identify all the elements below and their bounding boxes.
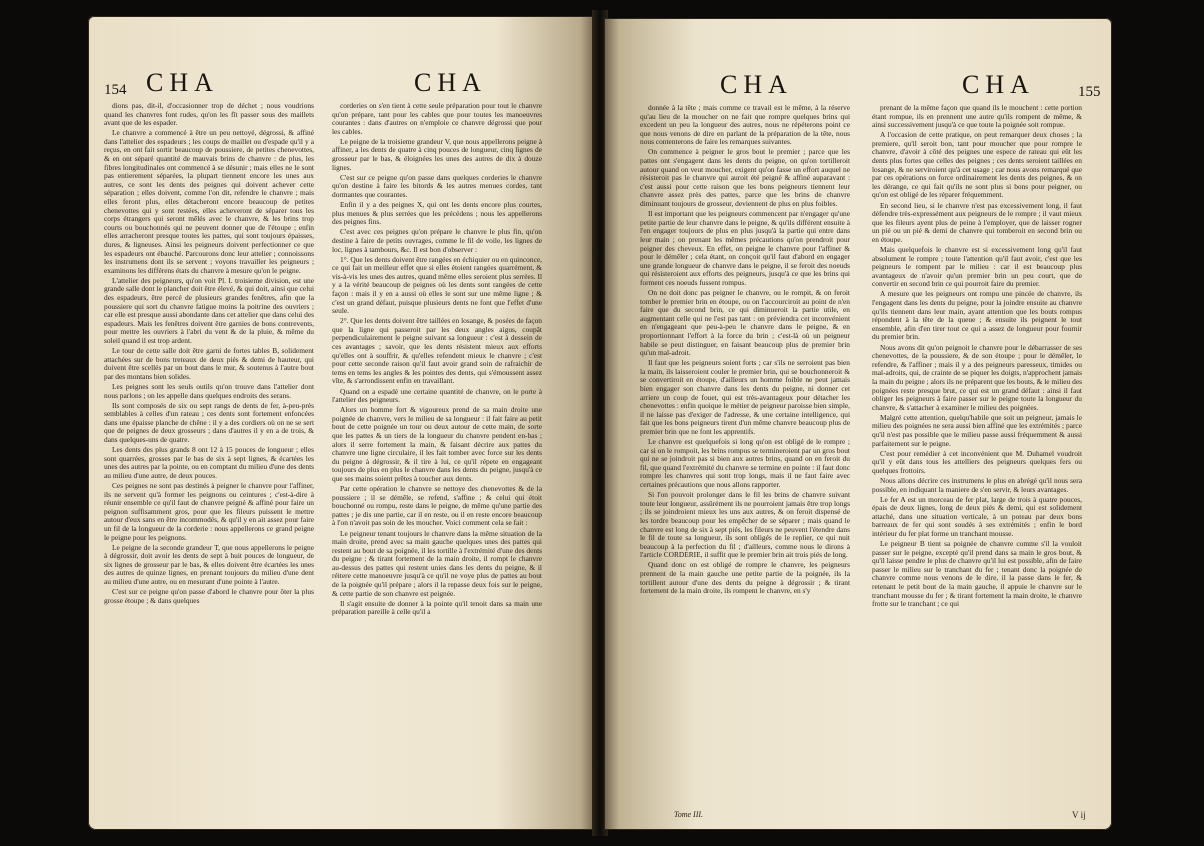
paragraph: L'attelier des peigneurs, qu'on voit Pl. I. troisieme division, est une grande salle dont le plancher doit être élevé, & qui doit, ainsi que celui des espadeurs, être percé de plusieurs grandes fenêtres, afin que la poussiere qui sort du chanvre fatigue moins la poitrine des ouvriers ; car elle est presque aussi abondante dans cet attelier que dans celui des espadeurs. Mais les fenêtres doivent être garnies de bons contrevents, pour mettre les ouvriers à l'abri du vent & de la pluie, & même du soleil quand il est trop ardent. xyxy=(104,275,314,346)
paragraph: Les peignes sont les seuls outils qu'on trouve dans l'attelier dont nous parlons ; on les appelle dans quelques endroits des serans. xyxy=(104,382,314,400)
paragraph: On ne doit donc pas peigner le chanvre, ou le rompit, & on feroit tomber le premier brin en étoupe, ou on l'accourciroit au point de n'en faire que du second brin, ce qui diminueroit la partie utile, en augmentant celle qui ne l'est pas tant : on préviendra cet inconvénient en n'engageant que peu-à-peu le chanvre dans le peigne, & en proportionnant l'effort à la force du brin ; c'est-là où un peigneur habile se peut distinguer, en faisant beaucoup plus de premier brin qu'un mal-adroit. xyxy=(640,287,850,358)
paragraph: Le peigneur tenant toujours le chanvre dans la même situation de la main droite, prend avec sa main gauche quelques unes des pattes qui restent au bout de sa poignée, il les tortille à l'extrémité d'une des dents du peigne ; & tirant fortement de la main droite, il rompt le chanvre au-dessus des pattes qui restent unies dans les dents du peigne, & il réitere cette manoeuvre jusqu'à ce qu'il ne voye plus de pattes au bout de la poignée qu'il prépare ; alors il la repasse deux fois sur le peigne, & cette partie de son chanvre est peignée. xyxy=(332,528,542,598)
volume-footer: Tome III. xyxy=(674,810,704,819)
paragraph: C'est avec ces peignes qu'on prépare le chanvre le plus fin, qu'on destine à faire de petits ouvrages, comme le fil de voile, les lignes de loc, lignes à tambours, &c. Il est bon d'observer : xyxy=(332,227,542,254)
paragraph: Par cette opération le chanvre se nettoye des chenevottes & de la poussiere ; il se démêle, se refend, s'affine ; & celui qui étoit bouchonné ou rompu, reste dans le peigne, de même qu'une partie des pattes ; je dis une partie, car il en reste, ou il en reste encore beaucoup à l'on n'avoit pas soin de les moucher. Voici comment cela se fait : xyxy=(332,484,542,528)
paragraph: Nous allons décrire ces instrumens le plus en abrégé qu'il nous sera possible, en indiquant la maniere de s'en servir, & leurs avantages. xyxy=(872,475,1082,494)
paragraph: Le peigne de la seconde grandeur T, que nous appellerons le peigne à dégrossir, doit avoir les dents de sept à huit pouces de longueur, de six lignes de grosseur par le bas, & elles doivent être écartées les unes des autres de quinze lignes, en prenant toujours du milieu d'une dent au milieu d'une autre, ou en mesurant d'une pointe à l'autre. xyxy=(104,542,314,587)
paragraph: Ces peignes ne sont pas destinés à peigner le chanvre pour l'affiner, ils ne servent qu'à former les peignons ou ceintures ; c'est-à-dire à réunir ensemble ce qu'il faut de chanvre peigné & affiné pour faire un peignon suffisamment gros, pour que les fileurs puissent le mettre autour d'eux sans en être incommodés, & qu'il y en ait assez pour faire un fil de la longueur de la corderie : nous appellerons ce grand peigne le peigne pour les peignons. xyxy=(104,481,314,542)
paragraph: prenant de la même façon que quand ils le mouchent : cette portion étant rompue, ils en prennent une autre qu'ils rompent de même, & ainsi successivement jusqu'à ce que toute la poignée soit rompue. xyxy=(872,103,1082,130)
paragraph: A mesure que les peigneurs ont rompu une pincée de chanvre, ils l'engagent dans les dents du peigne, pour la joindre ensuite au chanvre qu'ils tiennent dans leur main, ayant attention que les bouts rompus répondent à la tête de la queue ; & ensuite ils peignent le tout ensemble, afin d'en tirer tout ce qui a assez de longueur pour fournir du premier brin. xyxy=(872,289,1082,342)
right-page xyxy=(604,18,1112,830)
running-head-left: CHA xyxy=(146,68,219,97)
right-column-2 xyxy=(872,104,1082,610)
paragraph: Le peigne de la troisieme grandeur V, que nous appellerons peigne à affiner, a les dents de quatre à cinq pouces de longueur, cinq lignes de grosseur par le bas, & éloignées les unes des autres de dix à douze lignes. xyxy=(332,136,542,172)
paragraph: Nous avons dit qu'on peignoit le chanvre pour le débarrasser de ses chenevottes, de la poussiere, & de son étoupe ; pour le démêler, le refendre, & l'affiner ; mais il y a des peigneurs paresseux, timides ou mal-adroits, qui, de crainte de se piquer les doigts, n'approchent jamais la main du peigne ; alors ils ne préparent que les bouts, & le milieu des poignées reste presque brut, ce qui est un grand défaut : ainsi il faut obliger les peigneurs à faire passer sur le peigne toute la longueur du chanvre, & s'attacher à examiner le milieu des poignées. xyxy=(872,342,1082,412)
paragraph: Le chanvre est quelquefois si long qu'on est obligé de le rompre ; car si on le rompoit, les brins rompus se termineroient par un gros bout qui ne se joindroit pas si bien aux autres brins, quand on en feroit du fil, que quand l'extrémité du chanvre se termine en pointe : il faut donc rompre les chanvres qui sont trop longs, mais il ne faut faire avec certaines précautions que nous allons rapporter. xyxy=(640,437,850,490)
paragraph: Alors un homme fort & vigoureux prend de sa main droite une poignée de chanvre, vers le milieu de sa longueur : il fait faire au petit bout de cette poignée un tour ou deux autour de cette main, de sorte que les pattes & un tiers de la longueur du chanvre pendent en-bas ; alors il serre fortement la main, & faisant décrire aux pattes du chanvre une ligne circulaire, il les fait tomber avec force sur les dents du peigne à dégrossir, & il tire à lui, ce qu'il répete en engageant toujours de plus en plus le chanvre dans les dents du peigne, jusqu'à ce que ses mains soient prêtes à toucher aux dents. xyxy=(332,405,542,483)
paragraph: A l'occasion de cette pratique, on peut remarquer deux choses ; la premiere, qu'il seroit bon, tant pour moucher que pour rompre le chanvre, d'avoir à côté des peignes une espece de rateau qui eût les dents plus fortes que celles des peignes ; ces dents seroient taillées en losange, & ne serviroient qu'à cet usage ; car nous avons remarqué que par ces opérations on force ordinairement les dents des peignes, & on les dérange, ce qui fait qu'ils ne sont plus si bons pour peigner, ou qu'on est obligé de les réparer fréquemment. xyxy=(872,130,1082,200)
paragraph: En second lieu, si le chanvre n'est pas excessivement long, il faut défendre très-expressément aux peigneurs de le rompre ; il vaut mieux que les fileurs ayent plus de peine à l'employer, que de laisser rogner un pié ou un pié & demi de chanvre qui tomberoit en second brin ou en étoupe. xyxy=(872,200,1082,244)
paragraph: Si l'on pouvoit prolonger dans le fil les brins de chanvre suivant toute leur longueur, assûrément ils ne pourroient jamais être trop longs ; ils se joindroient mieux les uns aux autres, & on feroit dispensé de les tordre beaucoup pour les empêcher de se séparer ; mais quand le chanvre est long de six à sept piés, les fileurs ne peuvent l'étendre dans le fil de toute sa longueur, ils sont obligés de le replier, ce qui nuit beaucoup à la perfection du fil ; d'ailleurs, comme nous le dirons à l'article CORDERIE, il suffit que le premier brin ait trois piés de long. xyxy=(640,490,850,560)
paragraph: dions pas, dit-il, d'occasionner trop de déchet ; nous voudrions quand les chanvres font rudes, qu'on les fît passer sous des maillets avant que de les espader. xyxy=(104,101,314,128)
running-head-left: CHA xyxy=(720,70,793,99)
paragraph: Ils sont composés de six ou sept rangs de dents de fer, à-peu-près semblables à celles d'un rateau ; ces dents sont fortement enfoncées dans une épaisse planche de chêne : il y a des cordiers où on ne se sert que de peignes de deux grosseurs ; dans d'autres il y en a de trois, & dans quelques-uns de quatre. xyxy=(104,400,314,445)
paragraph: Malgré cette attention, quelqu'habile que soit un peigneur, jamais le milieu des poignées ne sera aussi bien affiné que les extrémités ; parce qu'il n'est pas possible que le milieu passe aussi fréquemment & aussi parfaitement sur le peigne. xyxy=(872,412,1082,448)
paragraph: Le fer A est un morceau de fer plat, large de trois à quatre pouces, épais de deux lignes, long de deux piés & demi, qui est solidement attaché, dans une situation verticale, à un poteau par deux bons barreaux de fer qui sont soudés à ses extrémités ; enfin le bord intérieur du fer plat forme un tranchant mousse. xyxy=(872,494,1082,538)
signature-mark: V ij xyxy=(1072,810,1086,820)
paragraph: Enfin il y a des peignes X, qui ont les dents encore plus courtes, plus menues & plus serrées que les précédens ; nous les appellerons des peignes fins. xyxy=(332,200,542,227)
paragraph: Il est important que les peigneurs commencent par n'engager qu'une petite partie de leur chanvre dans le peigne, & qu'ils différent ensuite à l'en engager toujours de plus en plus jusqu'à la partie qui entre dans leur main ; on prenant les mêmes précautions qu'on prendroit pour peigner des cheveux. En effet, on peigne le chanvre pour l'affiner & pour le démêler ; cela étant, on conçoit qu'il faut d'abord en engager une grande longueur de chanvre dans le peigne, il se feroit des noeuds qui résisteroient aux efforts des peigneurs, jusqu'à ce que les brins qui forment ces noeuds fussent rompus. xyxy=(640,209,850,287)
paragraph: C'est sur ce peigne qu'on passe dans quelques corderies le chanvre qu'on destine à faire les bitords & les autres menues cordes, tant dormantes que courantes. xyxy=(332,172,542,199)
paragraph: Le tour de cette salle doit être garni de fortes tables B, solidement attachées sur de bons treteaux de deux piés & demi de hauteur, qui doivent être scellés par un bout dans le mur, & soutenus à l'autre bout par des montans bien solides. xyxy=(104,346,314,381)
page-number-right: 155 xyxy=(1078,84,1101,100)
paragraph: On commence à peigner le gros bout le premier ; parce que les pattes ont s'engagent dans les dents du peigne, on qu'on tortilleroit autour quand on veut moucher, exigent qu'on fasse un effort auquel ne résisteroit pas le chanvre qui auroit été peigné & affiné auparavant : c'est aussi pour cette raison que les bons peigneurs tiennent leur chanvre assez près des pattes, parce que les brins de chanvre diminuant toujours de grosseur, deviennent de plus en plus foibles. xyxy=(640,147,850,209)
paragraph: Le chanvre a commencé à être un peu nettoyé, dégrossi, & affiné dans l'attelier des espadeurs ; les coups de maillet ou d'espade qu'il y a reçus, en ont fait sortir beaucoup de poussiere, de petites chenevottes, & en ont séparé quantité de mauvais brins de chanvre : de plus, les fibres longitudinales ont commencé à se désunir ; mais elles ne le sont pas entierement séparées, la plupart tiennent encore les unes aux autres, ce sont les dents des peignes qui doivent achever cette séparation ; elles doivent, comme l'on dit, refendre le chanvre ; mais elles feront plus, elles détacheront encore beaucoup de petites chenevottes qui y sont restées, elles acheveront de séparer tous les corps étrangers qui seront mêlés avec le chanvre, & les brins trop courts ou bouchonnés qui ne peuvent donner que de l'étoupe ; enfin elles arracheront presque toutes les pattes, qui sont toujours épaisses, dures, & ligneuses. Ainsi les peigneurs doivent perfectionner ce que les espadeurs ont ébauché. Parcourons donc leur attelier ; connoissons les instrumens dont ils se servent ; voyons travailler les peigneurs ; examinons les différens états du chanvre à mesure qu'on le peigne. xyxy=(104,128,314,275)
paragraph: Le peigneur B tient sa poignée de chanvre comme s'il la vouloit passer sur le peigne, excepté qu'il prend dans sa main le gros bout, & qu'il laisse pendre le plus de chanvre qu'il lui est possible, afin de faire passer le milieu sur le tranchant du fer ; tenant donc la poignée de chanvre comme nous venons de le dire, il la passe dans le fer, & retenant le petit bout de la main gauche, il appuie le chanvre sur le tranchant mousse du fer ; & tirant fortement la main droite, le chanvre frotte sur le tranchant ; ce qui xyxy=(872,539,1082,609)
running-head-right: CHA xyxy=(414,68,487,97)
paragraph: Mais quelquefois le chanvre est si excessivement long qu'il faut absolument le rompre ; toute l'attention qu'il faut avoir, c'est que les peigneurs le rompent par le milieu : car il est beaucoup plus avantageux de n'avoir qu'un premier brin un peu court, que de convertir en second brin ce qui pourroit faire du premier. xyxy=(872,245,1082,289)
paragraph: Il s'agit ensuite de donner à la pointe qu'il tenoit dans sa main une préparation pareille à celle qu'il a xyxy=(332,598,542,617)
page-number-left: 154 xyxy=(104,82,127,98)
paragraph: 1°. Que les dents doivent être rangées en échiquier ou en quinconce, ce qui fait un meilleur effet que si elles étoient rangées quarrément, & vis-à-vis les unes des autres, quand même elles seroient plus serrées. Il y a la vérité beaucoup de peignes où les dents sont rangées de cette façon : mais il y en a aussi où elles le sont sur une même ligne ; & c'est un grand défaut, puisque plusieurs dents ne font que l'effet d'une seule. xyxy=(332,254,542,316)
paragraph: Il faut que les peigneurs soient forts ; car s'ils ne serroient pas bien la main, ils laisseroient couler le premier brin, qui se bouchonneroit & se convertiroit en étoupe, d'ailleurs un homme foible ne peut jamais bien engager son chanvre dans les dents du peigne, ni donner cet arriere un coup de fouet, qui est très-avantageux pour détacher les chenevottes : enfin quoique le métier de peigneur paroisse bien simple, il ne laisse pas d'exiger de l'adresse, & une certaine intelligence, qui fait que les bons peigneurs tirent d'un même chanvre beaucoup plus de premier brin que ne font les apprentifs. xyxy=(640,358,850,436)
paragraph: donnée à la tête ; mais comme ce travail est le même, à la réserve qu'au lieu de la moucher on ne fait que rompre quelques brins qui excedent un peu la longueur des autres, nous ne répéterons point ce que nous venons de dire en parlant de la préparation de la tête, nous nous contenterons de faire les remarques suivantes. xyxy=(640,103,850,147)
left-column-1 xyxy=(104,102,314,607)
paragraph: C'est pour remédier à cet inconvénient que M. Duhamel voudroit qu'il y eût dans tous les attelliers des peigneurs quelques fers ou quelques frottoirs. xyxy=(872,448,1082,475)
paragraph: Quand donc on est obligé de rompre le chanvre, les peigneurs prennent de la main gauche une petite partie de la poignée, ils la tortillent autour d'une des dents du peigne à dégrossir ; & tirant fortement de la main droite, ils rompent le chanvre, en s'y xyxy=(640,560,850,596)
right-column-1 xyxy=(640,104,850,597)
paragraph: Quand on a espadé une certaine quantité de chanvre, on le porte à l'attelier des peigneurs. xyxy=(332,386,542,405)
left-column-2 xyxy=(332,102,542,618)
paragraph: Les dents des plus grands 8 ont 12 à 15 pouces de longueur ; elles sont quarrées, grosses par le bas de six à sept lignes, & écartées les unes des autres par la pointe, ou en comptant du milieu d'une des dents au milieu d'une autre, de deux pouces. xyxy=(104,445,314,480)
running-head-right: CHA xyxy=(962,70,1035,99)
left-page xyxy=(88,16,596,830)
paragraph: C'est sur ce peigne qu'on passe d'abord le chanvre pour ôter la plus grosse étoupe ; & dans quelques xyxy=(104,587,314,605)
paragraph: 2°. Que les dents doivent être taillées en losange, & posées de façon que la ligne qui passeroit par les deux angles aigus, coupât perpendiculairement le peigne suivant sa longueur : c'est à dessein de ces avantages ; savoir, que les dents résistent mieux aux efforts qu'elles ont à souffrir, & qu'elles refendent mieux le chanvre ; c'est pour cette seconde raison qu'il faut avoir grand soin de rafraichir de tems en tems les angles & les pointes des dents, qui s'émoussent assez vîte, & s'arrondissent enfin en travaillant. xyxy=(332,316,542,386)
paragraph: corderies on s'en tient à cette seule préparation pour tout le chanvre qu'on prépare, tant pour les cables que pour toutes les manoeuvres courantes : dans d'autres on n'emploie ce chanvre dégrossi que pour les cables. xyxy=(332,101,542,136)
